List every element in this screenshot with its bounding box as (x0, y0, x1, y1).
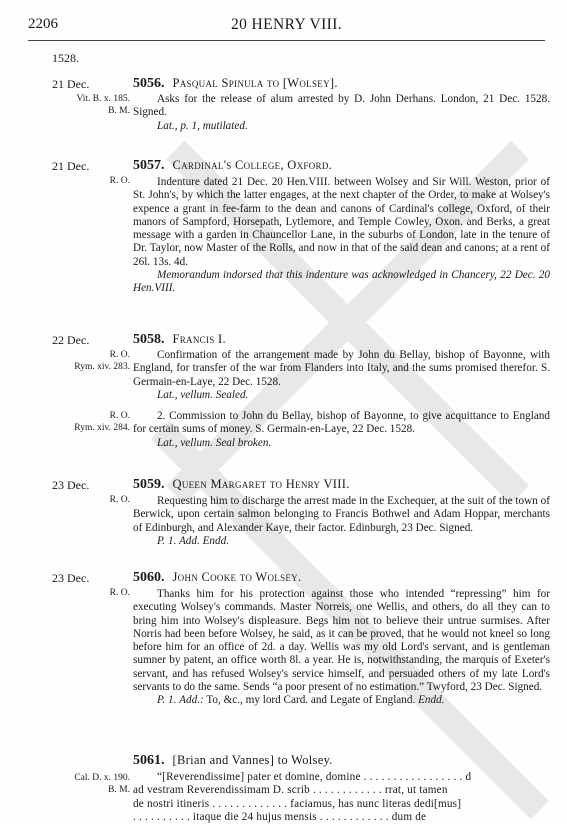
entry-text: Asks for the release of alum arrested by D. John Derhans. London, 21 Dec. 1528. Signed. (133, 93, 550, 119)
latin-line: . . . . . . . . . . itaque die 24 hujus mensis . . . . . . . . . . . . dum de (133, 810, 427, 823)
year-label: 1528. (52, 51, 79, 65)
ref-line: B. M. (108, 785, 130, 795)
entry-title: Queen Margaret to Henry VIII. (172, 477, 350, 491)
entry-body (133, 176, 550, 296)
entry-date: 23 Dec. (52, 571, 90, 585)
latin-line: “[Reverendissime] pater et domine, domine . . . . . . . . . . . . . . . . . d (157, 771, 472, 783)
meta-add: Add.: (179, 694, 204, 707)
entry-meta: P. 1. Add. Endd. (157, 534, 229, 547)
entry-title: Pasqual Spinula to [Wolsey]. (172, 76, 338, 90)
latin-line: ad vestram Reverendissimam D. scrib . . . . . . . . . . . . rrat, ut tamen (133, 784, 448, 797)
entry-body (133, 771, 550, 824)
entry-title: John Cooke to Wolsey. (172, 570, 302, 584)
entry-number: 5060. (133, 570, 165, 585)
ref-line: Cal. D. x. 190. (74, 773, 130, 783)
entry-source-ref (30, 494, 130, 506)
entry-date: 21 Dec. (52, 159, 90, 173)
ref-line: R. O. (109, 588, 130, 598)
entry-body (133, 349, 550, 402)
entry-heading (133, 753, 333, 769)
ref-line: Rym. xiv. 284. (74, 423, 130, 433)
entry-date: 21 Dec. (52, 77, 90, 91)
entry-text: Indenture dated 21 Dec. 20 Hen.VIII. between Wolsey and Sir Will. Weston, prior of St. John's, by which the latter engages, at the next chapter of the Order, to make at Wolsey's expence a grant in fee-farm to the dean and canons of Cardinal's college, Oxford, of their manors of Sampford, Horsepath, Lytlemore, and Temple Cowley, Oxon. and Berks, a great message with a garden in Chauncellor Lane, in the suburbs of London, late in the tenure of Dr. Taylor, now Master of the Rolls, and now in that of the said dean and canons; at a rent of 26l. 13s. 4d. (133, 176, 550, 268)
entry-source-ref (30, 772, 130, 796)
entry-number: 5058. (133, 332, 165, 347)
meta-address: To, &c., my lord Card. and Legate of England. (206, 694, 416, 707)
entry-body (133, 410, 550, 450)
entry-body (133, 93, 550, 133)
page-number: 2206 (28, 16, 58, 32)
entry-text: Thanks him for his protection against those who intended “repressing” him for executing Wolsey's commands. Master Norreis, one Wellis, and others, do all they can to bring him into Wolsey's displeasure. Begs him not to believe their untrue surmises. After Norris had been before Wolsey, he said, as it can be proved, that he would not kneel so long before him for an office of 2d. a day. Wellis was my old Lord's servant, and is gentleman sumner by patent, an office worth 8l. a year. He is, notwithstanding, the marquis of Exeter's servant, and has refused Wolsey's service himself, and persuaded others of my late Lord's servants to do the same. Sends “a poor present of no estimation.” Twyford, 23 Dec. Signed. (133, 588, 550, 694)
entry-title: Francis I. (172, 332, 226, 346)
entry-number: 5056. (133, 76, 165, 91)
header-rule (28, 40, 545, 41)
entry-meta: Lat., vellum. Sealed. (157, 388, 249, 401)
entry-source-ref (30, 175, 130, 187)
entry-heading (133, 158, 332, 174)
ref-line: R. O. (109, 495, 130, 505)
entry-heading (133, 76, 338, 92)
entry-text: Confirmation of the arrangement made by John du Bellay, bishop of Bayonne, with England, for transfer of the war from Flanders into Italy, and the sums promised therefor. S. Germain-en-Laye, 22 Dec. 1528. (133, 349, 550, 388)
entry-text: Requesting him to discharge the arrest made in the Exchequer, at the suit of the town of Berwick, upon certain salmon belonging to Francis Bothwel and Adam Hoppar, merchants of Edinburgh, and Alexander Kaye, their factor. Edinburgh, 23 Dec. Signed. (133, 495, 550, 534)
page-header (28, 16, 545, 38)
entry-number: 5061. (133, 753, 165, 768)
entry-meta: Memorandum indorsed that this indenture was acknowledged in Chancery, 22 Dec. 20 Hen.VIII. (133, 269, 550, 295)
meta-endd: Endd. (418, 694, 445, 707)
ref-line: R. O. (109, 411, 130, 421)
meta-lat: P. 1. (157, 694, 177, 707)
entry-number: 5059. (133, 477, 165, 492)
ref-line: R. O. (109, 350, 130, 360)
entry-meta: Lat., vellum. Seal broken. (157, 436, 272, 449)
entry-heading (133, 332, 226, 348)
entry-body (133, 588, 550, 708)
entry-source-ref (30, 349, 130, 373)
entry-source-ref (30, 410, 130, 434)
entry-title: Cardinal's College, Oxford. (172, 158, 333, 172)
entry-source-ref (30, 93, 130, 117)
ref-line: R. O. (109, 176, 130, 186)
entry-date: 22 Dec. (52, 333, 90, 347)
running-head: 20 HENRY VIII. (230, 16, 343, 33)
entry-meta (133, 694, 550, 707)
entry-title: [Brian and Vannes] to Wolsey. (172, 753, 333, 767)
entry-text: 2. Commission to John du Bellay, bishop of Bayonne, to give acquittance to England for certain sums of money. S. Germain-en-Laye, 22 Dec. 1528. (133, 410, 550, 436)
ref-line: Vit. B. x. 185. (76, 94, 130, 104)
ref-line: Rym. xiv. 283. (74, 362, 130, 372)
entry-body (133, 495, 550, 548)
entry-date: 23 Dec. (52, 478, 90, 492)
latin-line: de nostri itineris . . . . . . . . . . . . . faciamus, has nunc literas dedi[mus] (133, 797, 462, 810)
entry-number: 5057. (133, 158, 165, 173)
entry-heading (133, 477, 350, 493)
entry-meta: Lat., p. 1, mutilated. (157, 119, 248, 132)
entry-source-ref (30, 587, 130, 599)
entry-heading (133, 570, 301, 586)
ref-line: B. M. (108, 106, 130, 116)
